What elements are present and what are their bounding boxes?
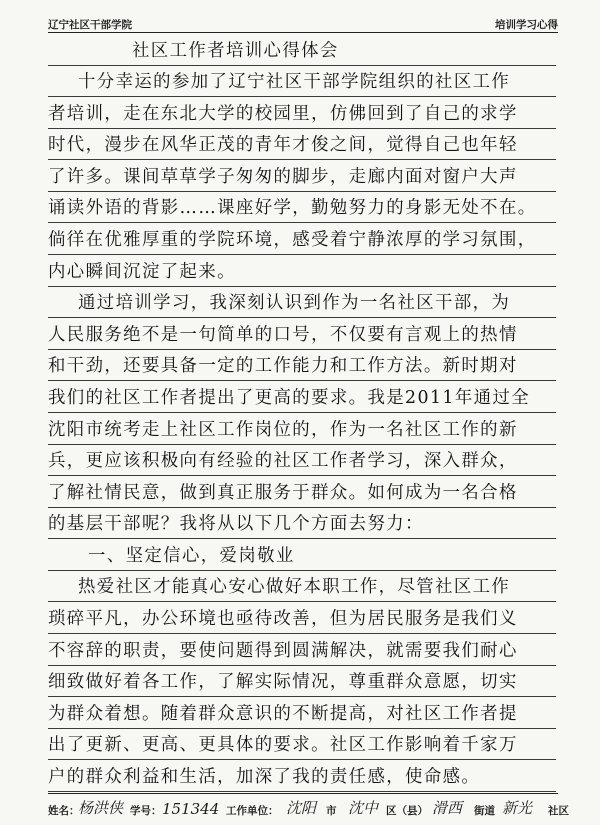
text-line-content: 倘徉在优雅厚重的学院环境，感受着宁静浓厚的学习氛围， (48, 230, 537, 251)
text-line-content: 热爱社区才能真心安心做好本职工作，尽管社区工作 (78, 577, 511, 598)
text-line (48, 760, 556, 792)
text-line (48, 603, 556, 635)
street-label: 街道 (474, 805, 495, 817)
header-doc-type: 培训学习心得 (495, 19, 558, 31)
text-line-content: 沈阳市统考走上社区工作岗位的，作为一名社区工作的新 (48, 419, 518, 440)
section-heading: 一、坚定信心，爱岗敬业 (88, 545, 295, 566)
text-line (48, 508, 556, 540)
lined-writing-area (48, 34, 556, 792)
text-line (48, 571, 556, 603)
text-line-content: 出了更新、更高、更具体的要求。社区工作影响着千家万 (48, 735, 518, 756)
footer-rule (48, 793, 558, 794)
text-line-content: 通过培训学习，我深刻认识到作为一名社区干部，为 (78, 293, 511, 314)
text-line (48, 350, 556, 382)
text-line-content: 了许多。课间草草学子匆匆的脚步，走廊内面对窗户大声 (48, 166, 518, 187)
text-line-content: 的基层干部呢？我将从以下几个方面去努力： (48, 514, 424, 535)
text-line-content: 琐碎平凡，办公环境也亟待改善，但为居民服务是我们义 (48, 609, 518, 630)
text-line (48, 224, 556, 256)
text-line-content: 不容辞的职责，要使问题得到圆满解决，就需要我们耐心 (48, 640, 518, 661)
text-line-content: 十分幸运的参加了辽宁社区干部学院组织的社区工作 (78, 72, 511, 93)
text-line-content: 了解社情民意，做到真正服务于群众。如何成为一名合格 (48, 482, 518, 503)
name-label: 姓名： (48, 805, 80, 817)
text-line-content: 内心瞬间沉淀了起来。 (48, 261, 236, 282)
text-line-content: 兵，更应该积极向有经验的社区工作者学习，深入群众， (48, 451, 518, 472)
essay-title-line (48, 34, 556, 66)
text-line (48, 192, 556, 224)
header-institution: 辽宁社区干部学院 (48, 19, 132, 31)
text-line (48, 666, 556, 698)
text-line (48, 413, 556, 445)
text-line-content: 诵读外语的背影……课座好学，勤勉努力的身影无处不在。 (48, 198, 537, 219)
district-value: 沈中 (348, 799, 379, 817)
text-line (48, 287, 556, 319)
page-footer (48, 795, 570, 821)
work-unit-label: 工作单位： (226, 805, 279, 817)
city-value: 沈阳 (286, 799, 317, 817)
community-value: 新光 (502, 799, 533, 817)
text-line (48, 381, 556, 413)
text-line-content: 时代，漫步在风华正茂的青年才俊之间，觉得自己也年轻 (48, 135, 518, 156)
text-line-content: 我们的社区工作者提出了更高的要求。我是2011年通过全 (48, 387, 531, 408)
text-line (48, 66, 556, 98)
text-line (48, 476, 556, 508)
text-line (48, 255, 556, 287)
street-value: 滑西 (432, 799, 463, 817)
text-line (48, 160, 556, 192)
text-line (48, 129, 556, 161)
text-line (48, 729, 556, 761)
district-label: 区（县） (386, 805, 428, 817)
text-line-content: 户的群众利益和生活，加深了我的责任感，使命感。 (48, 766, 481, 787)
text-line (48, 634, 556, 666)
text-line-content: 者培训，走在东北大学的校园里，仿佛回到了自己的求学 (48, 103, 518, 124)
header-rule (48, 32, 558, 33)
community-label: 社区 (548, 805, 569, 817)
essay-title: 社区工作者培训心得体会 (132, 40, 339, 61)
text-line (48, 318, 556, 350)
student-id-value: 151344 (162, 800, 220, 818)
text-line-content: 细致做好着各工作，了解实际情况，尊重群众意愿，切实 (48, 672, 518, 693)
text-line (48, 697, 556, 729)
name-value: 杨洪侠 (78, 799, 124, 817)
city-label: 市 (326, 805, 337, 817)
text-line-content: 和干劲，还要具备一定的工作能力和工作方法。新时期对 (48, 356, 518, 377)
text-line-content: 人民服务绝不是一句简单的口号，不仅要有言观上的热情 (48, 324, 518, 345)
text-line (48, 445, 556, 477)
text-line (48, 97, 556, 129)
text-line-content: 为群众着想。随着群众意识的不断提高，对社区工作者提 (48, 703, 518, 724)
section-heading-line (48, 539, 556, 571)
student-id-label: 学号： (130, 805, 162, 817)
